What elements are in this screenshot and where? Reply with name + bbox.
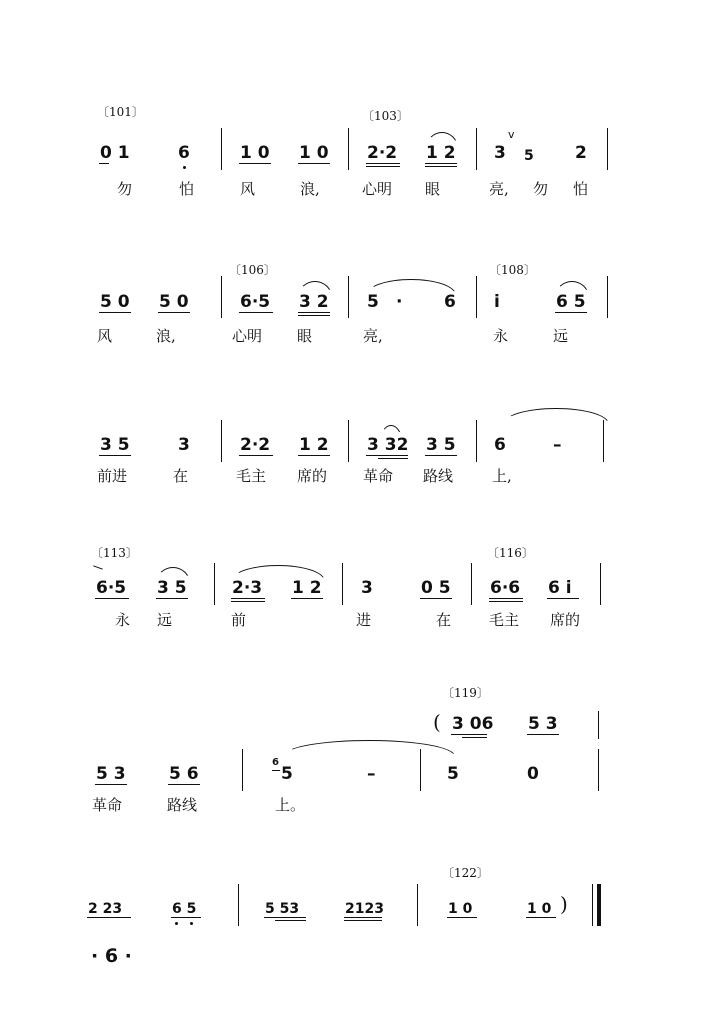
lyric: 路线 xyxy=(167,796,198,814)
lyric: 席的 xyxy=(550,611,581,629)
bar-line xyxy=(242,749,243,791)
underline xyxy=(298,315,330,316)
underline xyxy=(489,601,523,602)
note-group: 0 xyxy=(527,764,539,784)
lyric: 亮, xyxy=(363,327,383,345)
note-group: 1 2 xyxy=(299,435,329,455)
note-group: 5 3 xyxy=(96,764,126,784)
lyric: 勿 xyxy=(533,180,549,198)
underline xyxy=(489,598,523,599)
underline xyxy=(275,920,306,921)
bar-line xyxy=(598,749,599,791)
underline xyxy=(171,917,201,918)
measure-mark-106: 〔106〕 xyxy=(229,263,276,277)
underline xyxy=(298,312,330,313)
lyric: 心明 xyxy=(362,180,393,198)
underline xyxy=(425,455,457,456)
bar-line xyxy=(476,420,477,462)
note-group: 2·2 xyxy=(367,143,398,163)
lyric: 前进 xyxy=(97,467,128,485)
note-group: 3 5 xyxy=(157,578,187,598)
underline xyxy=(291,598,323,599)
lyric: 永 xyxy=(493,327,509,345)
note-group: 5 xyxy=(367,292,379,312)
bar-line xyxy=(348,128,349,170)
final-bar-thin xyxy=(592,884,593,926)
lyric: 风 xyxy=(240,180,256,198)
note-group: 6·6 xyxy=(490,578,521,598)
note-group: 5 53 xyxy=(265,901,300,917)
bar-line xyxy=(603,420,604,462)
bar-line xyxy=(607,276,608,318)
note-group: 5 xyxy=(524,148,534,164)
note-group: – xyxy=(553,435,562,455)
slur xyxy=(380,425,402,441)
lyric: 席的 xyxy=(297,467,328,485)
bar-line xyxy=(348,420,349,462)
lyric: 怕 xyxy=(179,180,195,198)
note-group: 2123 xyxy=(345,901,384,917)
note-group: 2·3 xyxy=(232,578,263,598)
measure-mark-103: 〔103〕 xyxy=(362,109,409,123)
underline xyxy=(366,455,408,456)
lyric: 眼 xyxy=(297,327,313,345)
lyric: 浪, xyxy=(300,180,320,198)
lyric: 革命 xyxy=(92,796,123,814)
final-bar-thick xyxy=(597,884,601,926)
note-group: 1 0 xyxy=(299,143,329,163)
underline xyxy=(447,917,477,918)
underline xyxy=(99,163,109,164)
slur xyxy=(156,567,190,583)
lyric: 风 xyxy=(97,327,113,345)
note-group: i xyxy=(494,292,500,312)
bar-line xyxy=(214,563,215,605)
note-group: 2·2 xyxy=(240,435,271,455)
underline xyxy=(378,458,408,459)
underline xyxy=(272,770,280,771)
lyric: 心明 xyxy=(232,327,263,345)
note-group: 5 6 xyxy=(169,764,199,784)
underline xyxy=(264,917,306,918)
slur xyxy=(231,565,325,581)
note-group: – xyxy=(367,764,376,784)
note-group: 3 2 xyxy=(299,292,329,312)
note-group: 3 xyxy=(494,143,506,163)
note-group: 1 0 xyxy=(448,901,473,917)
underline xyxy=(95,598,129,599)
underline xyxy=(239,455,273,456)
lyric: 路线 xyxy=(423,467,454,485)
note-group: 1 0 xyxy=(527,901,552,917)
lyric: 革命 xyxy=(363,467,394,485)
bar-line xyxy=(221,128,222,170)
note-group: 5 xyxy=(447,764,459,784)
note-group: 0 1 xyxy=(100,143,130,163)
note-group: 3 5 xyxy=(426,435,456,455)
measure-mark-101: 〔101〕 xyxy=(97,105,144,119)
note-group: 6·5 xyxy=(96,578,127,598)
underline xyxy=(239,312,273,313)
lyric: 在 xyxy=(436,611,452,629)
grace-note: 6 xyxy=(272,757,279,768)
note-group: 6 5 xyxy=(556,292,586,312)
measure-mark-113: 〔113〕 xyxy=(91,546,138,560)
page-number: · 6 · xyxy=(91,945,132,967)
underline xyxy=(95,784,127,785)
underline xyxy=(366,163,400,164)
bar-line xyxy=(600,563,601,605)
octave-dot xyxy=(183,166,186,169)
note-group: 2 xyxy=(575,143,587,163)
measure-mark-119: 〔119〕 xyxy=(442,686,489,700)
note-group: 3 32 xyxy=(367,435,409,455)
underline xyxy=(239,163,271,164)
slur xyxy=(426,132,458,148)
lyric: 进 xyxy=(356,611,372,629)
bar-line xyxy=(348,276,349,318)
underline xyxy=(156,598,188,599)
lyric: 怕 xyxy=(573,180,589,198)
lyric: 永 xyxy=(115,611,131,629)
lyric: 毛主 xyxy=(236,467,267,485)
note-group: 6 5 xyxy=(172,901,197,917)
note-group: · xyxy=(396,292,403,312)
underline xyxy=(420,598,452,599)
note-group: 3 5 xyxy=(100,435,130,455)
lyric: 毛主 xyxy=(489,611,520,629)
note-group: 2 23 xyxy=(88,901,123,917)
slur xyxy=(555,281,589,297)
note-group: 6·5 xyxy=(240,292,271,312)
note-group: 6 xyxy=(178,143,190,163)
measure-mark-116: 〔116〕 xyxy=(487,546,534,560)
bar-line xyxy=(221,420,222,462)
note-group: 5 0 xyxy=(100,292,130,312)
bar-line xyxy=(417,884,418,926)
underline xyxy=(425,166,457,167)
underline xyxy=(366,166,400,167)
bar-line xyxy=(221,276,222,318)
note-group: 5 3 xyxy=(528,714,558,734)
slur xyxy=(503,408,609,424)
note-group: 3 xyxy=(178,435,190,455)
underline xyxy=(231,598,265,599)
note-group: 0 5 xyxy=(421,578,451,598)
note-group: 6 xyxy=(444,292,456,312)
lyric: 勿 xyxy=(117,180,133,198)
underline xyxy=(462,737,487,738)
underline xyxy=(99,312,131,313)
tie-tail xyxy=(93,565,103,569)
opening-paren: ( xyxy=(433,710,441,734)
measure-mark-108: 〔108〕 xyxy=(489,263,536,277)
underline xyxy=(451,734,487,735)
note-group: 1 2 xyxy=(426,143,456,163)
bar-line xyxy=(238,884,239,926)
bar-line xyxy=(476,128,477,170)
underline xyxy=(555,312,587,313)
lyric: 眼 xyxy=(425,180,441,198)
note-group: 3 xyxy=(361,578,373,598)
lyric: 上, xyxy=(492,467,512,485)
bar-line xyxy=(598,711,599,739)
note-group: 5 0 xyxy=(159,292,189,312)
note-group: 5 xyxy=(281,764,293,784)
underline xyxy=(344,917,382,918)
underline xyxy=(298,163,330,164)
lyric: 亮, xyxy=(489,180,509,198)
underline xyxy=(527,734,559,735)
measure-mark-122: 〔122〕 xyxy=(442,866,489,880)
underline xyxy=(344,920,382,921)
note-group: 1 0 xyxy=(240,143,270,163)
slur xyxy=(298,281,332,297)
note-group: 1 2 xyxy=(292,578,322,598)
breath-mark: v xyxy=(508,128,515,141)
lyric: 浪, xyxy=(156,327,176,345)
underline xyxy=(425,163,457,164)
underline xyxy=(298,455,330,456)
lyric: 上。 xyxy=(275,796,306,814)
bar-line xyxy=(607,128,608,170)
note-group: 3 06 xyxy=(452,714,494,734)
underline xyxy=(87,917,131,918)
slur xyxy=(366,279,456,295)
underline xyxy=(168,784,200,785)
slur xyxy=(283,740,455,756)
lyric: 远 xyxy=(157,611,173,629)
closing-paren: ) xyxy=(560,892,568,916)
lyric: 前 xyxy=(231,611,247,629)
lyric: 远 xyxy=(553,327,569,345)
underline xyxy=(526,917,556,918)
note-group: 6 i xyxy=(548,578,572,598)
note-group: 6 xyxy=(494,435,506,455)
underline xyxy=(99,455,131,456)
underline xyxy=(158,312,190,313)
lyric: 在 xyxy=(173,467,189,485)
underline xyxy=(231,601,265,602)
octave-dot xyxy=(190,922,193,925)
underline xyxy=(547,598,579,599)
bar-line xyxy=(476,276,477,318)
bar-line xyxy=(471,563,472,605)
octave-dot xyxy=(175,922,178,925)
bar-line xyxy=(342,563,343,605)
